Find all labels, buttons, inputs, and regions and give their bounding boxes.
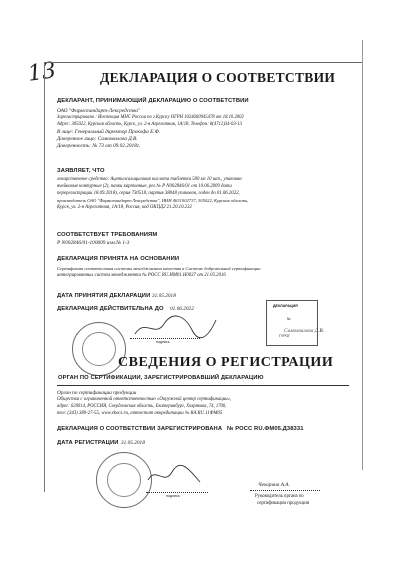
registration-date: 31.05.2018	[121, 440, 145, 446]
registration-divider	[57, 385, 349, 386]
declarant-signature-caption: подпись	[156, 340, 170, 344]
box-stamp-line: ГУРОГ	[279, 334, 291, 338]
registration-number: № РОСС RU.ФМ05.Д38331	[227, 426, 304, 432]
applicant-line: ОАО "Фармстандарт-Лексредства"	[57, 108, 141, 114]
accept-date-label: ДАТА ПРИНЯТИЯ ДЕКЛАРАЦИИ	[57, 293, 151, 299]
certification-head-line	[250, 490, 320, 491]
declaration-title: ДЕКЛАРАЦИЯ О СООТВЕТСТВИИ	[100, 70, 336, 85]
registration-box-stamp	[266, 300, 318, 346]
applicant-line: В лице: Генеральный директор Прокофа Е.Ф.	[57, 129, 161, 135]
statement-header: ЗАЯВЛЯЕТ, ЧТО	[57, 168, 105, 174]
certification-head-name: Чехорина А.А.	[258, 482, 290, 488]
registration-line: тел: (343) 380-27-55, www.ekocs.ru, аттестат аккредитации № RA.RU.11ФМ05	[57, 411, 223, 416]
certification-head-caption: сертификации продукции	[257, 501, 310, 506]
box-stamp-line: ДЕКЛАРАЦИЯ	[273, 304, 298, 308]
registrar-signature-caption: подпись	[166, 494, 180, 498]
registration-line: адрес: 620014, РОССИЯ, Свердловская область, Екатеринбург, Хохрякова, 74, 1700,	[57, 404, 227, 409]
valid-until-label: ДЕКЛАРАЦИЯ ДЕЙСТВИТЕЛЬНА ДО	[57, 306, 164, 312]
registration-line: Орган по сертификации продукции	[57, 390, 137, 396]
applicant-header: ДЕКЛАРАНТ, ПРИНИМАЮЩИЙ ДЕКЛАРАЦИЮ О СООТВЕТСТВИИ	[57, 98, 249, 104]
statement-line: ячейковые контурные (2), пачки картонные, рег.№ Р N002846/01 от 10.06.2009 дата	[57, 184, 232, 189]
registration-title: СВЕДЕНИЯ О РЕГИСТРАЦИИ	[118, 355, 334, 370]
declarant-signature-line	[130, 338, 200, 339]
handwritten-page-number: 13	[26, 58, 58, 87]
registration-date-label: ДАТА РЕГИСТРАЦИИ	[57, 440, 119, 446]
company-seal-inner-ring	[82, 332, 116, 366]
registration-subtitle: ОРГАН ПО СЕРТИФИКАЦИИ, ЗАРЕГИСТРИРОВАВШИЙ ДЕКЛАРАЦИЮ	[58, 375, 264, 381]
basis-line: интегрированных систем менеджмента № РОСС RU.ИМ01.Н0037 от 21.05.2016	[57, 273, 226, 278]
certification-body-seal-inner-ring	[107, 463, 141, 497]
applicant-line: Доверенность: № 73 от 09.02.2018г.	[57, 143, 141, 149]
statement-line: перерегистрации 18.09.2018), серия 730518, партия 38048 упаковок, годен до 01.06.2022,	[57, 191, 240, 196]
signer-name: Самохвалова Д.В.	[284, 328, 324, 334]
accept-date-value: 31.05.2018	[152, 293, 176, 299]
basis-header: ДЕКЛАРАЦИЯ ПРИНЯТА НА ОСНОВАНИИ	[57, 256, 180, 262]
valid-until-value: 01.06.2022	[170, 306, 194, 312]
frame-line-right	[362, 40, 363, 470]
registration-line: Общества с ограниченной ответственностью «Окружной центр сертификации»,	[57, 397, 232, 402]
registrar-signature-line	[146, 492, 208, 493]
basis-line: Сертификат соответствия системы менеджмента качества в Системе добровольной сертификации	[57, 266, 261, 271]
applicant-line: Адрес: 305022, Курская область, Курск, ул. 2-я Агрегатная, 1А/18, Телефон: 8(4712)34-03-13	[57, 122, 242, 127]
applicant-line: Зарегистрировано : Инспекция МНС России по г.Курску ОГРН 1024600945478 от 18.10.2002	[57, 115, 244, 120]
certification-head-caption: Руководитель органа по	[255, 494, 304, 499]
box-stamp-line: №	[287, 317, 291, 321]
registration-number-label: ДЕКЛАРАЦИЯ О СООТВЕТСТВИИ ЗАРЕГИСТРИРОВАНА	[57, 426, 223, 432]
applicant-line: Доверенное лицо: Самохвалова Д.В.	[57, 136, 138, 142]
frame-line-left	[44, 62, 45, 492]
frame-line-top	[44, 62, 362, 63]
requirements-header: СООТВЕТСТВУЕТ ТРЕБОВАНИЯМ	[57, 232, 158, 238]
registrar-signature	[144, 462, 204, 490]
statement-line: лекарственное средство: Ацетилсалициловая кислота таблетки 500 мг 10 шт., упакован	[57, 177, 242, 182]
requirements-line: Р N002846/01-100609 изм.№ 1-3	[57, 240, 130, 246]
statement-line: производитель ОАО "Фармстандарт-Лексредства", ИНН 4631002737, 305022, Курская область,	[57, 198, 249, 203]
statement-line: Курск, ул. 2-я Агрегатная, 1А/18, Россия, код ОКПД2 21.20.10.232	[57, 205, 192, 210]
